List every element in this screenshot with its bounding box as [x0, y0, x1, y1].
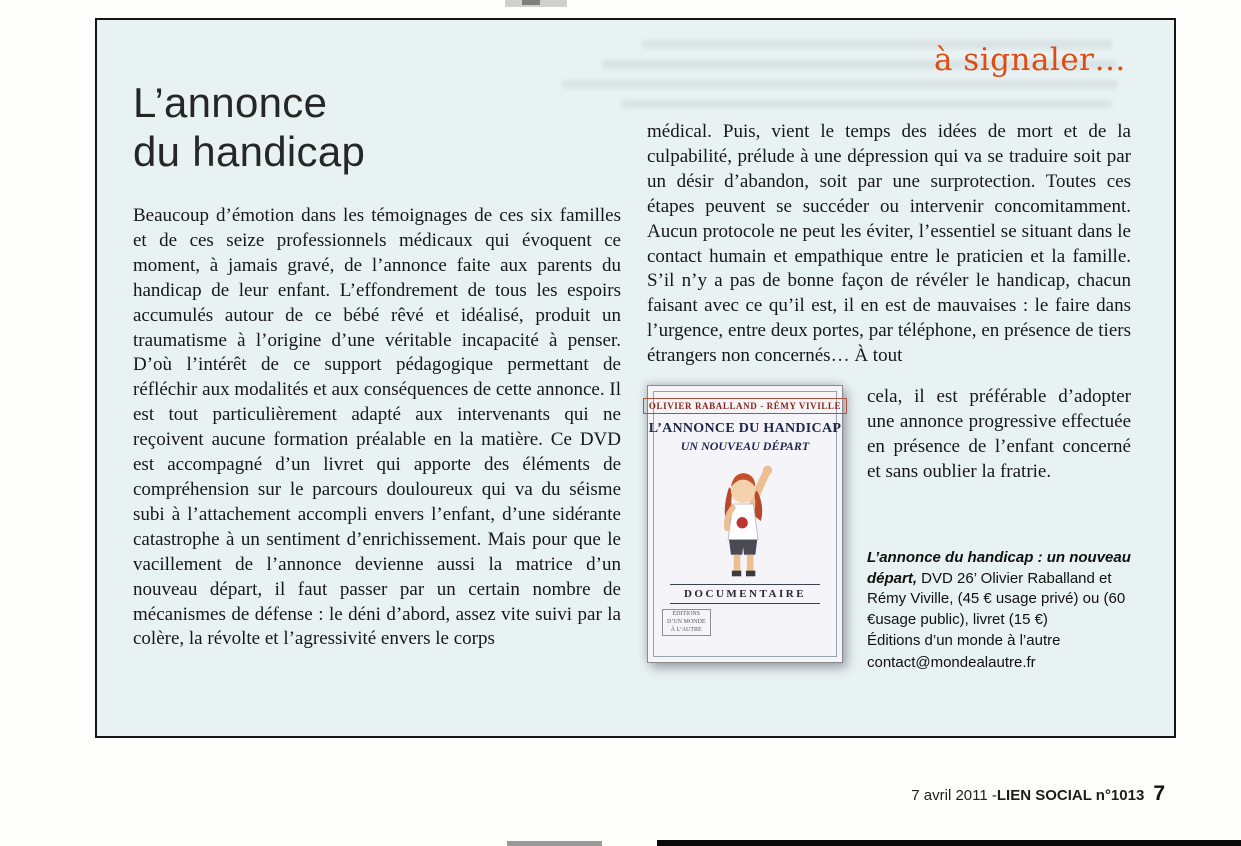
dvd-cover-category: DOCUMENTAIRE — [670, 584, 819, 604]
article-body-right: médical. Puis, vient le temps des idées de mort et de la culpabilité, prélude à une dépression qui va se traduire soit par un désir d’abandon, soit par une surprotection. Toutes ces étapes peuvent se succéder ou intervenir concomitamment. Aucun protocole ne peut les éviter, l’essentiel se situant dans le contact humain et empathique entre le praticien et la famille. S’il n’y a pas de bonne façon de révéler le handicap, chacun faisant avec ce qu’il est, il en est de mauvaises : le faire dans l’urgence, entre deux portes, par téléphone, en présence de tiers étrangers non concernés… À tout — [647, 121, 1131, 367]
article-title — [133, 78, 365, 176]
dvd-cover-art — [684, 458, 806, 582]
scan-smudge-top-dark — [522, 0, 540, 5]
scan-edge-bar-black — [657, 840, 1241, 846]
footer-date: 7 avril 2011 - — [911, 787, 997, 804]
caption-publisher: Éditions d’un monde à l’autre — [867, 632, 1061, 650]
article-title-line1: L’annonce — [133, 79, 328, 126]
dvd-cover-publisher-line1: ÉDITIONS — [672, 611, 701, 618]
page-footer — [911, 782, 1165, 806]
footer-magazine-name: LIEN SOCIAL n°1013 — [996, 787, 1145, 804]
scan-edge-bar-gray — [507, 841, 602, 846]
article-body-left: Beaucoup d’émotion dans les témoignages de ces six familles et de ces seize professionnels médicaux qui évoquent ce moment, à jamais gravé, de l’annonce faite aux parents du handicap de leur enfant. L’effondrement de tous les espoirs accumulés autour de ce bébé rêvé et idéalisé, produit un traumatisme à l’origine d’une véritable incapacité à penser. D’où l’intérêt de ce support pédagogique permettant de réfléchir aux modalités et aux conséquences de cette annonce. Il est tout particulièrement adapté aux intervenants qui ne reçoivent aucune formation préalable en la matière. Ce DVD est accompagné d’un livret qui apporte des éléments de compréhension sur le parcours douloureux qui va du séisme subi à l’attachement accompli envers l’enfant, d’une sidérante catastrophe à un sentiment d’enrichissement. Mais pour que le vacillement de l’annonce devienne aussi la matrice d’un nouveau départ, il faut passer par un certain nombre de mécanismes de défense : le déni d’abord, assez vite suivi par la colère, la révolte et l’agressivité envers le corps — [133, 205, 621, 650]
media-right-column — [867, 385, 1131, 673]
dvd-cover-subtitle: UN NOUVEAU DÉPART — [680, 439, 810, 454]
dvd-caption — [867, 548, 1131, 673]
footer-page-number: 7 — [1153, 782, 1165, 805]
media-row — [647, 385, 1131, 673]
magazine-page — [95, 18, 1176, 738]
dvd-cover-publisher-line3: À L’AUTRE — [670, 626, 702, 633]
dvd-cover-title: L’ANNONCE DU HANDICAP — [648, 421, 842, 437]
dvd-cover-frame — [648, 391, 842, 657]
section-header: à signaler… — [933, 42, 1126, 78]
dvd-cover-publisher-line2: D’UN MONDE — [667, 618, 706, 625]
dvd-cover-wrapper — [647, 385, 851, 673]
caption-rest: DVD 26’ Olivier Raballand et Rémy Viville, (45 € usage privé) ou (60 €usage public), livret (15 €) — [867, 569, 1126, 628]
dvd-cover-publisher-logo — [662, 609, 711, 636]
article-title-line2: du handicap — [133, 128, 366, 176]
dvd-cover — [647, 385, 843, 663]
article-body-right-tail: cela, il est préférable d’adopter une annonce progressive effectuée en présence de l’enfant concerné et sans oublier la fratrie. — [867, 386, 1131, 482]
scan-bleedthrough-line — [562, 80, 1117, 89]
dvd-cover-authors: OLIVIER RABALLAND - RÉMY VIVILLE — [643, 398, 847, 414]
caption-lead: L’annonce du handicap : un nouveau départ, — [867, 549, 1131, 587]
article-column-right — [647, 120, 1131, 673]
scan-bleedthrough-line — [622, 100, 1112, 108]
caption-contact-email: contact@mondealautre.fr — [867, 653, 1036, 671]
article-column-left — [133, 204, 621, 652]
dvd-cover-illustration-girl — [689, 459, 801, 581]
